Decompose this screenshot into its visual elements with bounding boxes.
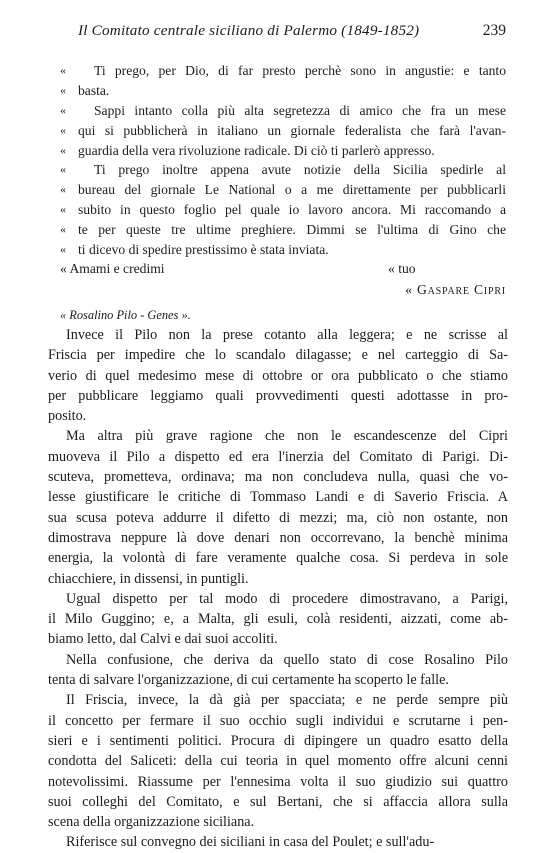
body-paragraph	[48, 832, 508, 852]
guillemet-mark: «	[60, 63, 66, 77]
body-line: Friscia per impedire che lo scandalo dilagasse; e nel carteggio di Sa-	[48, 347, 508, 364]
letter-line-text: guardia della vera rivoluzione radicale. Di ciò ti parlerò appresso.	[78, 142, 435, 158]
body-line: tenta di salvare l'organizzazione, di cui certamente ha scoperto le falle.	[48, 672, 449, 689]
letter-line-text: Ti prego inoltre appena avute notizie della Sicilia spedirle al	[94, 162, 506, 178]
body-line: il Milo Guggino; e, a Malta, gli esuli, colà residenti, aizzati, come ab-	[48, 611, 508, 628]
letter-line-text: ti dicevo di spedire prestissimo è stata inviata.	[78, 242, 329, 258]
letter-line	[60, 180, 506, 200]
body-line: lesse giustificare le critiche di Tommaso Landi e di Saverio Friscia. A	[48, 489, 508, 506]
letter-closing: « Amami e credimi	[60, 260, 165, 276]
guillemet-mark: «	[60, 242, 66, 257]
running-header	[70, 22, 506, 42]
body-line: sieri e i sentimenti politici. Procura di dipingere un quadro esatto della	[48, 732, 508, 749]
letter-line	[60, 121, 506, 141]
body-paragraph	[48, 650, 508, 691]
signature-row	[60, 282, 506, 304]
body-line: condotta del Saliceti: della cui teoria in quel momento offre alcuni cenni	[48, 753, 508, 770]
body-line: chiacchiere, in dissensi, in puntigli.	[48, 570, 249, 587]
letter-line	[60, 101, 506, 121]
body-line: muoveva il Pilo a dispetto ed era l'inerzia del Comitato di Parigi. Di-	[48, 448, 508, 465]
letter-line-text: basta.	[78, 82, 110, 98]
letter-tuo: « tuo	[388, 260, 416, 276]
letter-line	[60, 200, 506, 220]
body-text	[48, 325, 508, 853]
body-line: Invece il Pilo non la prese cotanto alla leggera; e ne scrisse al	[66, 327, 508, 343]
body-line: Riferisce sul convegno dei siciliani in casa del Poulet; e sull'adu-	[66, 834, 435, 851]
letter-line	[60, 160, 506, 180]
page-number: 239	[482, 22, 506, 39]
body-line: Ugual dispetto per tal modo di procedere dimostravano, a Parigi,	[66, 590, 508, 607]
body-paragraph	[48, 325, 508, 426]
body-line: dimostrava neppure là dove denari non occorrevano, la benchè minima	[48, 529, 508, 546]
body-line: Ma altra più grave ragione che non le escandescenze del Cipri	[66, 428, 508, 445]
guillemet-mark: «	[60, 162, 66, 177]
body-paragraph	[48, 589, 508, 650]
body-line: Nella confusione, che deriva da quello stato di cose Rosalino Pilo	[66, 651, 508, 668]
letter-lines	[60, 61, 506, 260]
body-paragraph	[48, 690, 508, 832]
body-line: per pubblicare leggiamo quali provvedimenti questi adottasse in pro-	[48, 387, 508, 404]
letter-line	[60, 220, 506, 240]
letter-line	[60, 61, 506, 81]
letter-line	[60, 141, 506, 161]
body-line: energia, la volontà di fare veramente qualche cosa. Si perdeva in sole	[48, 550, 508, 567]
letter-line-text: bureau del giornale Le National o a me direttamente per pubblicarli	[78, 182, 506, 198]
body-line: Il Friscia, invece, la dà già per spacciata; e ne perde sempre più	[66, 692, 508, 709]
body-line: scena della organizzazione siciliana.	[48, 814, 255, 831]
letter-line-text: Sappi intanto colla più alta segretezza di amico che fra un mese	[94, 102, 506, 118]
body-line: verio di quel medesimo mese di ottobre or ora pubblicato o che stiamo	[48, 367, 508, 384]
guillemet-mark: «	[60, 102, 66, 117]
body-line: sua scusa poteva addurre il difetto di mezzi; ma, ciò non ostante, non	[48, 509, 508, 526]
running-title: Il Comitato centrale siciliano di Palermo (1849-1852)	[78, 22, 420, 39]
body-line: il concetto per fermare il suo occhio sugli individui e scrutarne i pen-	[48, 712, 508, 729]
body-line: suoi colleghi del Comitato, e sul Bertani, che si affaccia allora sulla	[48, 793, 508, 810]
guillemet-mark: «	[60, 82, 66, 97]
letter-line	[60, 240, 506, 260]
guillemet-mark: «	[60, 122, 66, 137]
body-line: notevolissimi. Riassume per l'ennesima volta il suo giudizio sui quattro	[48, 773, 508, 790]
body-line: scuteva, prometteva, ordinava; ma non concludeva nulla, quasi che vo-	[48, 469, 508, 486]
guillemet-mark: «	[60, 142, 66, 157]
guillemet-mark: «	[60, 222, 66, 237]
body-paragraph	[48, 426, 508, 588]
guillemet-mark: «	[60, 182, 66, 197]
guillemet-mark: «	[60, 202, 66, 217]
closing-row	[60, 260, 506, 282]
letter-line-text: te per queste tre ultime preghiere. Dimmi se l'ultima di Gino che	[78, 222, 506, 238]
letter-source: « Rosalino Pilo - Genes ».	[60, 307, 191, 322]
letter-line	[60, 81, 506, 101]
letter-line-text: Ti prego, per Dio, di far presto perchè sono in angustie: e tanto	[94, 63, 506, 78]
letter-line-text: subito in questo foglio pel quale io lavoro ancora. Mi raccomando a	[78, 202, 506, 218]
letter-signature: « Gaspare Cipri	[405, 281, 506, 297]
body-line: biamo letto, dal Calvi e dai suoi accoliti.	[48, 631, 278, 648]
quoted-letter	[60, 61, 506, 328]
body-line: posito.	[48, 408, 87, 425]
letter-line-text: qui si pubblicherà in italiano un giornale federalista che farà l'avan-	[78, 122, 506, 138]
